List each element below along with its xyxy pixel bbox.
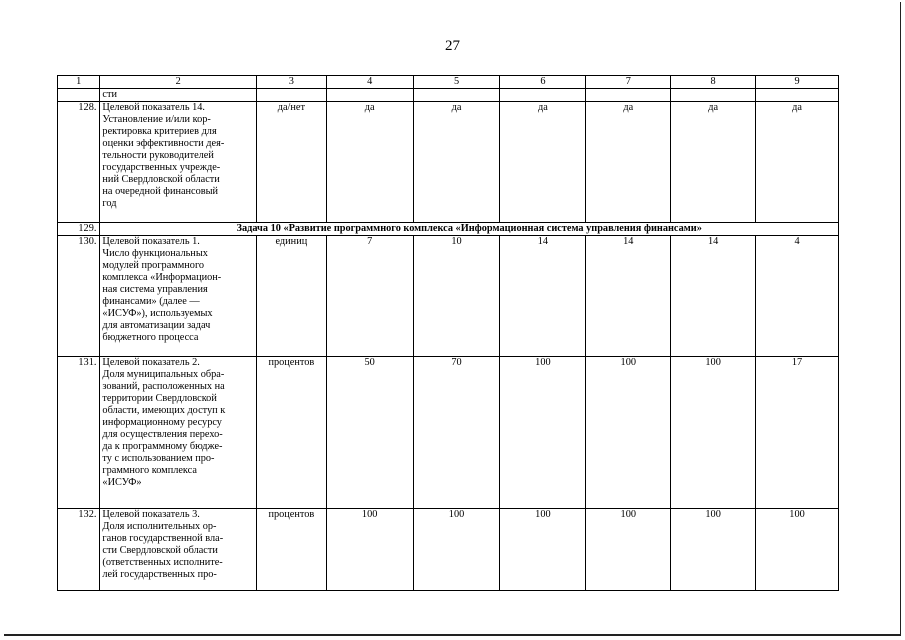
description-line: финансами» (далее —	[102, 296, 200, 307]
page-number: 27	[445, 38, 460, 54]
value-cell: 14	[586, 236, 671, 357]
description-line: информационному ресурсу	[102, 417, 222, 428]
value-cell: 4	[756, 236, 839, 357]
description-line: оценки эффективности дея-	[102, 138, 225, 149]
value-cell: 100	[756, 509, 839, 591]
row-number	[58, 89, 100, 102]
description-line: Целевой показатель 14.	[102, 102, 205, 113]
description-line: Целевой показатель 3.	[102, 509, 200, 520]
header-row	[58, 76, 839, 89]
description-line: ту с использованием про-	[102, 453, 215, 464]
description-line: зований, расположенных на	[102, 381, 225, 392]
value-cell: 7	[326, 236, 413, 357]
value-cell: 100	[586, 357, 671, 509]
value-cell: 100	[500, 357, 586, 509]
description-line: ректировка критериев для	[102, 126, 217, 137]
description-line: области, имеющих доступ к	[102, 405, 226, 416]
description-line: тельности руководителей	[102, 150, 214, 161]
description-line: Целевой показатель 2.	[102, 357, 200, 368]
header-cell: 4	[326, 76, 413, 89]
row-number: 131.	[58, 357, 100, 509]
description-line: Доля муниципальных обра-	[102, 369, 225, 380]
continuation-row	[58, 89, 839, 102]
description-line: Целевой показатель 1.	[102, 236, 200, 247]
description-line: Число функциональных	[102, 248, 208, 259]
description-line: Доля исполнительных ор-	[102, 521, 217, 532]
description-line: на очередной финансовый	[102, 186, 219, 197]
header-cell: 6	[500, 76, 586, 89]
value-cell: 14	[671, 236, 756, 357]
header-cell: 9	[756, 76, 839, 89]
description-line: для осуществления перехо-	[102, 429, 223, 440]
task-row	[58, 223, 839, 236]
value-cell: да	[671, 102, 756, 223]
indicator-table	[57, 75, 839, 591]
task-title: Задача 10 «Развитие программного комплекса «Информационная система управления финансами»	[100, 223, 839, 236]
value-cell: 100	[671, 509, 756, 591]
description-line: ний Свердловской области	[102, 174, 220, 185]
value-cell: 100	[671, 357, 756, 509]
table-row	[58, 236, 839, 357]
value-cell: да	[500, 102, 586, 223]
unit-cell: процентов	[257, 357, 327, 509]
description-line: граммного комплекса	[102, 465, 197, 476]
description-line: да к программному бюдже-	[102, 441, 223, 452]
header-cell: 1	[58, 76, 100, 89]
description-line: сти Свердловской области	[102, 545, 218, 556]
description-line: бюджетного процесса	[102, 332, 199, 343]
description-line: модулей программного	[102, 260, 205, 271]
value-cell: 17	[756, 357, 839, 509]
table-row	[58, 102, 839, 223]
description-line: Установление и/или кор-	[102, 114, 211, 125]
value-cell: 100	[500, 509, 586, 591]
unit-cell: процентов	[257, 509, 327, 591]
value-cell: да	[756, 102, 839, 223]
value-cell: 100	[413, 509, 500, 591]
unit-cell: да/нет	[257, 102, 327, 223]
row-number: 130.	[58, 236, 100, 357]
value-cell: да	[326, 102, 413, 223]
value-cell: 50	[326, 357, 413, 509]
description-line: государственных учрежде-	[102, 162, 221, 173]
description-line: ганов государственной вла-	[102, 533, 224, 544]
description-line: год	[102, 198, 117, 209]
value-cell: да	[413, 102, 500, 223]
description-line: лей государственных про-	[102, 569, 217, 580]
row-number: 129.	[58, 223, 100, 236]
description-line: (ответственных исполните-	[102, 557, 223, 568]
row-description	[100, 102, 257, 223]
header-cell: 3	[257, 76, 327, 89]
header-cell: 8	[671, 76, 756, 89]
table-row	[58, 357, 839, 509]
row-description: сти	[100, 89, 257, 102]
value-cell: 100	[326, 509, 413, 591]
value-cell: 14	[500, 236, 586, 357]
unit-cell: единиц	[257, 236, 327, 357]
description-line: территории Свердловской	[102, 393, 217, 404]
row-number: 132.	[58, 509, 100, 591]
description-line: «ИСУФ»	[102, 477, 142, 488]
header-cell: 5	[413, 76, 500, 89]
description-line: ная система управления	[102, 284, 208, 295]
header-cell: 2	[100, 76, 257, 89]
row-description	[100, 357, 257, 509]
value-cell: 10	[413, 236, 500, 357]
header-cell: 7	[586, 76, 671, 89]
row-description	[100, 236, 257, 357]
row-description	[100, 509, 257, 591]
description-line: комплекса «Информацион-	[102, 272, 222, 283]
value-cell: 100	[586, 509, 671, 591]
value-cell: да	[586, 102, 671, 223]
value-cell: 70	[413, 357, 500, 509]
description-line: для автоматизации задач	[102, 320, 211, 331]
description-line: «ИСУФ»), используемых	[102, 308, 213, 319]
row-number: 128.	[58, 102, 100, 223]
table-row	[58, 509, 839, 591]
